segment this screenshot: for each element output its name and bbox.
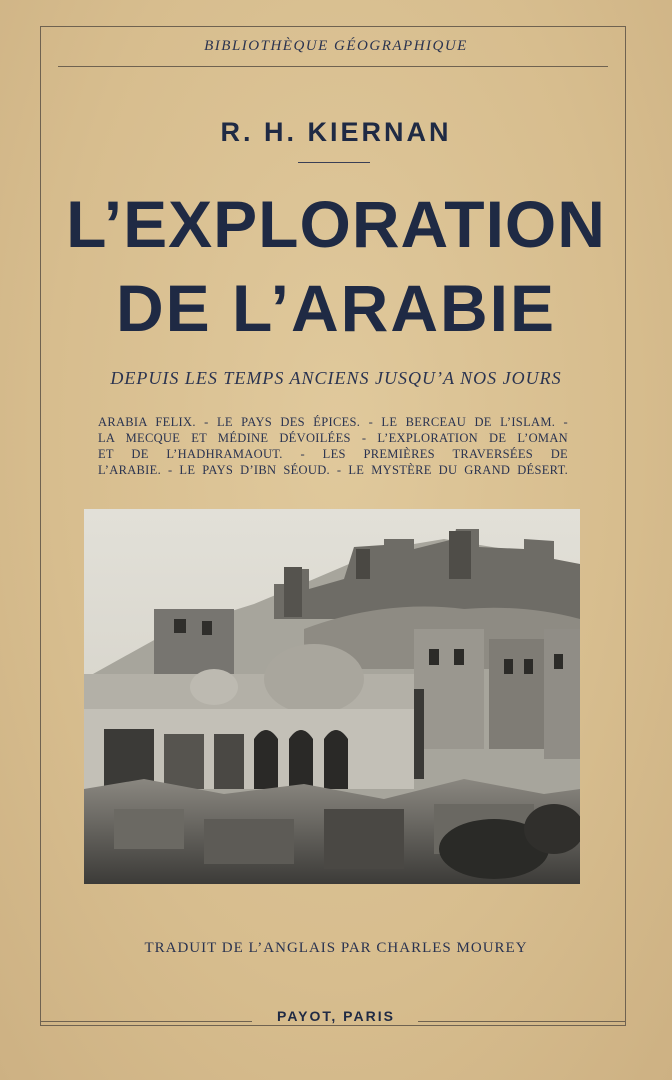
author-divider bbox=[298, 162, 370, 163]
chapter-line: L’ARABIE. - LE PAYS D’IBN SÉOUD. - LE MYSTÈRE DU GRAND DÉSERT. bbox=[98, 463, 568, 477]
title-line-2: DE L’ARABIE bbox=[115, 271, 557, 345]
chapter-list bbox=[98, 414, 568, 478]
subtitle: DEPUIS LES TEMPS ANCIENS JUSQU’A NOS JOURS bbox=[110, 368, 562, 388]
title-line-1: L’EXPLORATION bbox=[66, 187, 606, 261]
cover-photograph bbox=[84, 509, 580, 884]
chapter-line: ET DE L’HADHRAMAOUT. - LES PREMIÈRES TRAVERSÉES DE bbox=[98, 447, 568, 461]
chapter-line: ARABIA FELIX. - LE PAYS DES ÉPICES. - LE BERCEAU DE L’ISLAM. - bbox=[98, 415, 568, 429]
translator-credit: TRADUIT DE L’ANGLAIS PAR CHARLES MOUREY bbox=[144, 940, 528, 956]
arabian-town-photo bbox=[84, 509, 580, 884]
publisher-name: PAYOT, PARIS bbox=[277, 1008, 395, 1024]
series-name: BIBLIOTHÈQUE GÉOGRAPHIQUE bbox=[204, 38, 468, 54]
series-divider bbox=[58, 66, 608, 67]
publisher-rule-right bbox=[418, 1021, 626, 1022]
author-name: R. H. KIERNAN bbox=[220, 117, 452, 147]
chapter-line: LA MECQUE ET MÉDINE DÉVOILÉES - L’EXPLORATION DE L’OMAN bbox=[98, 431, 568, 445]
